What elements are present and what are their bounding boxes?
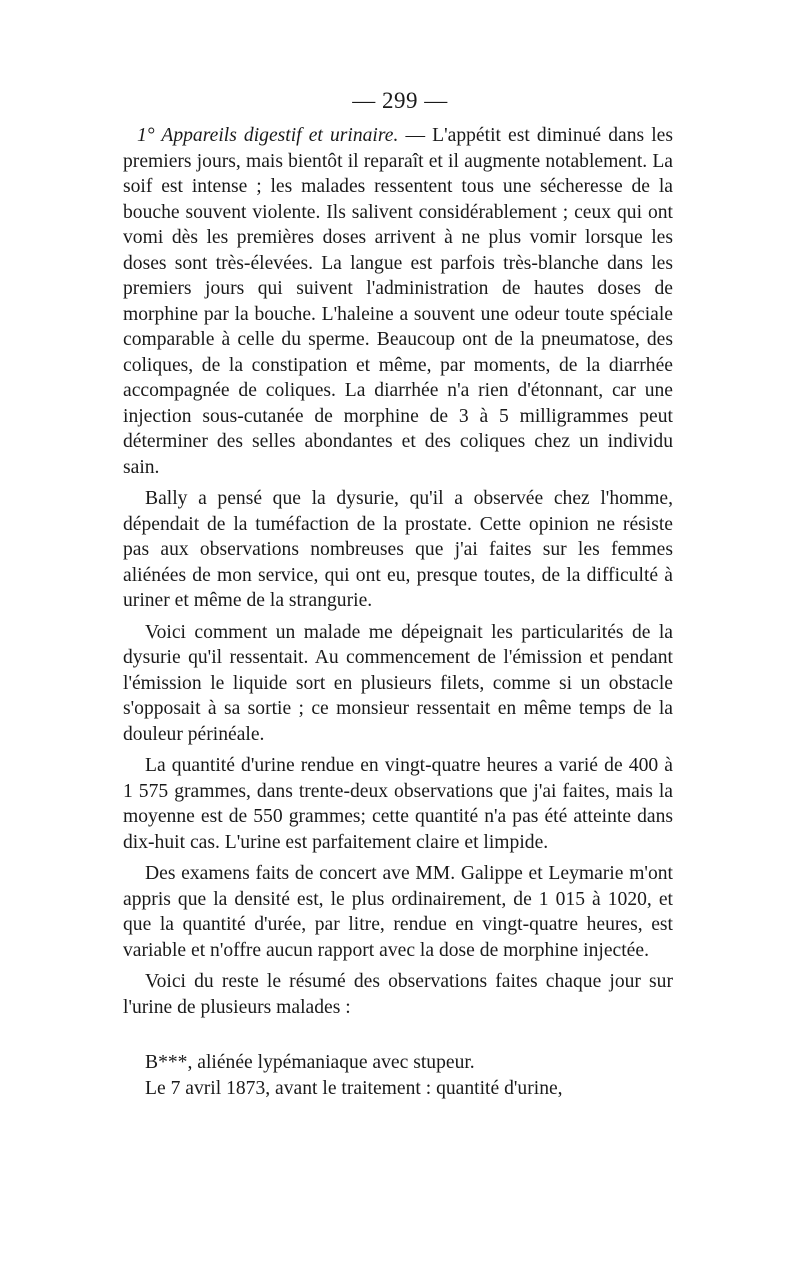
section-heading: 1° Appareils digestif et urinaire.: [137, 125, 399, 146]
paragraph-patient-description: Voici comment un malade me dépeignait les particularités de la dysurie qu'il ressentait. Au commencement de l'émission et pendant l'émission le liquide sort en plusieurs filets, comme si un obstacle s'opposait à sa sortie ; ce monsieur ressentait en même temps de la douleur périnéale.: [123, 621, 673, 745]
paragraph-digestive-urinary: [123, 123, 673, 480]
paragraph-case-date: Le 7 avril 1873, avant le traitement : quantité d'urine,: [145, 1077, 563, 1099]
paragraph-summary-intro: Voici du reste le résumé des observations faites chaque jour sur l'urine de plusieurs malades :: [123, 971, 673, 1018]
page-number: — 299 —: [352, 88, 448, 113]
body-text: [123, 123, 673, 1101]
paragraph-urine-quantity: La quantité d'urine rendue en vingt-quatre heures a varié de 400 à 1 575 grammes, dans trente-deux observations que j'ai faites, mais la moyenne est de 550 grammes; cette quantité n'a pas été atteinte dans dix-huit cas. L'urine est parfaitement claire et limpide.: [123, 755, 673, 853]
paragraph-dysuria: Bally a pensé que la dysurie, qu'il a observée chez l'homme, dépendait de la tuméfaction de la prostate. Cette opinion ne résiste pas aux observations nombreuses que j'ai faites sur les femmes aliénées de mon service, qui ont eu, presque toutes, de la difficulté à uriner et même de la strangurie.: [123, 488, 673, 611]
paragraph-patient-case: B***, aliénée lypémaniaque avec stupeur.: [145, 1052, 475, 1073]
paragraph-text: — L'appétit est diminué dans les premiers jours, mais bientôt il reparaît et il augmente notablement. La soif est intense ; les malades ressentent tous une sécheresse de la bouche souvent violente. Ils salivent considérablement ; ceux qui ont vomi dès les premières doses arrivent à ne plus vomir lorsque les doses sont très-élevées. La langue est parfois très-blanche dans les premiers jours qui suivent l'administration de hautes doses de morphine par la bouche. L'haleine a souvent une odeur toute spéciale comparable à celle du sperme. Beaucoup ont de la pneumatose, des coliques, de la constipation et même, par moments, de la diarrhée accompagnée de coliques. La diarrhée n'a rien d'étonnant, car une injection sous-cutanée de morphine de 3 à 5 milligrammes peut déterminer des selles abondantes et des coliques chez un individu sain.: [123, 125, 673, 478]
paragraph-density-urea: Des examens faits de concert ave MM. Galippe et Leymarie m'ont appris que la densité est, le plus ordinairement, de 1 015 à 1020, et que la quantité d'urée, par litre, rendue en vingt-quatre heures, est variable et n'offre aucun rapport avec la dose de morphine injectée.: [123, 863, 673, 961]
